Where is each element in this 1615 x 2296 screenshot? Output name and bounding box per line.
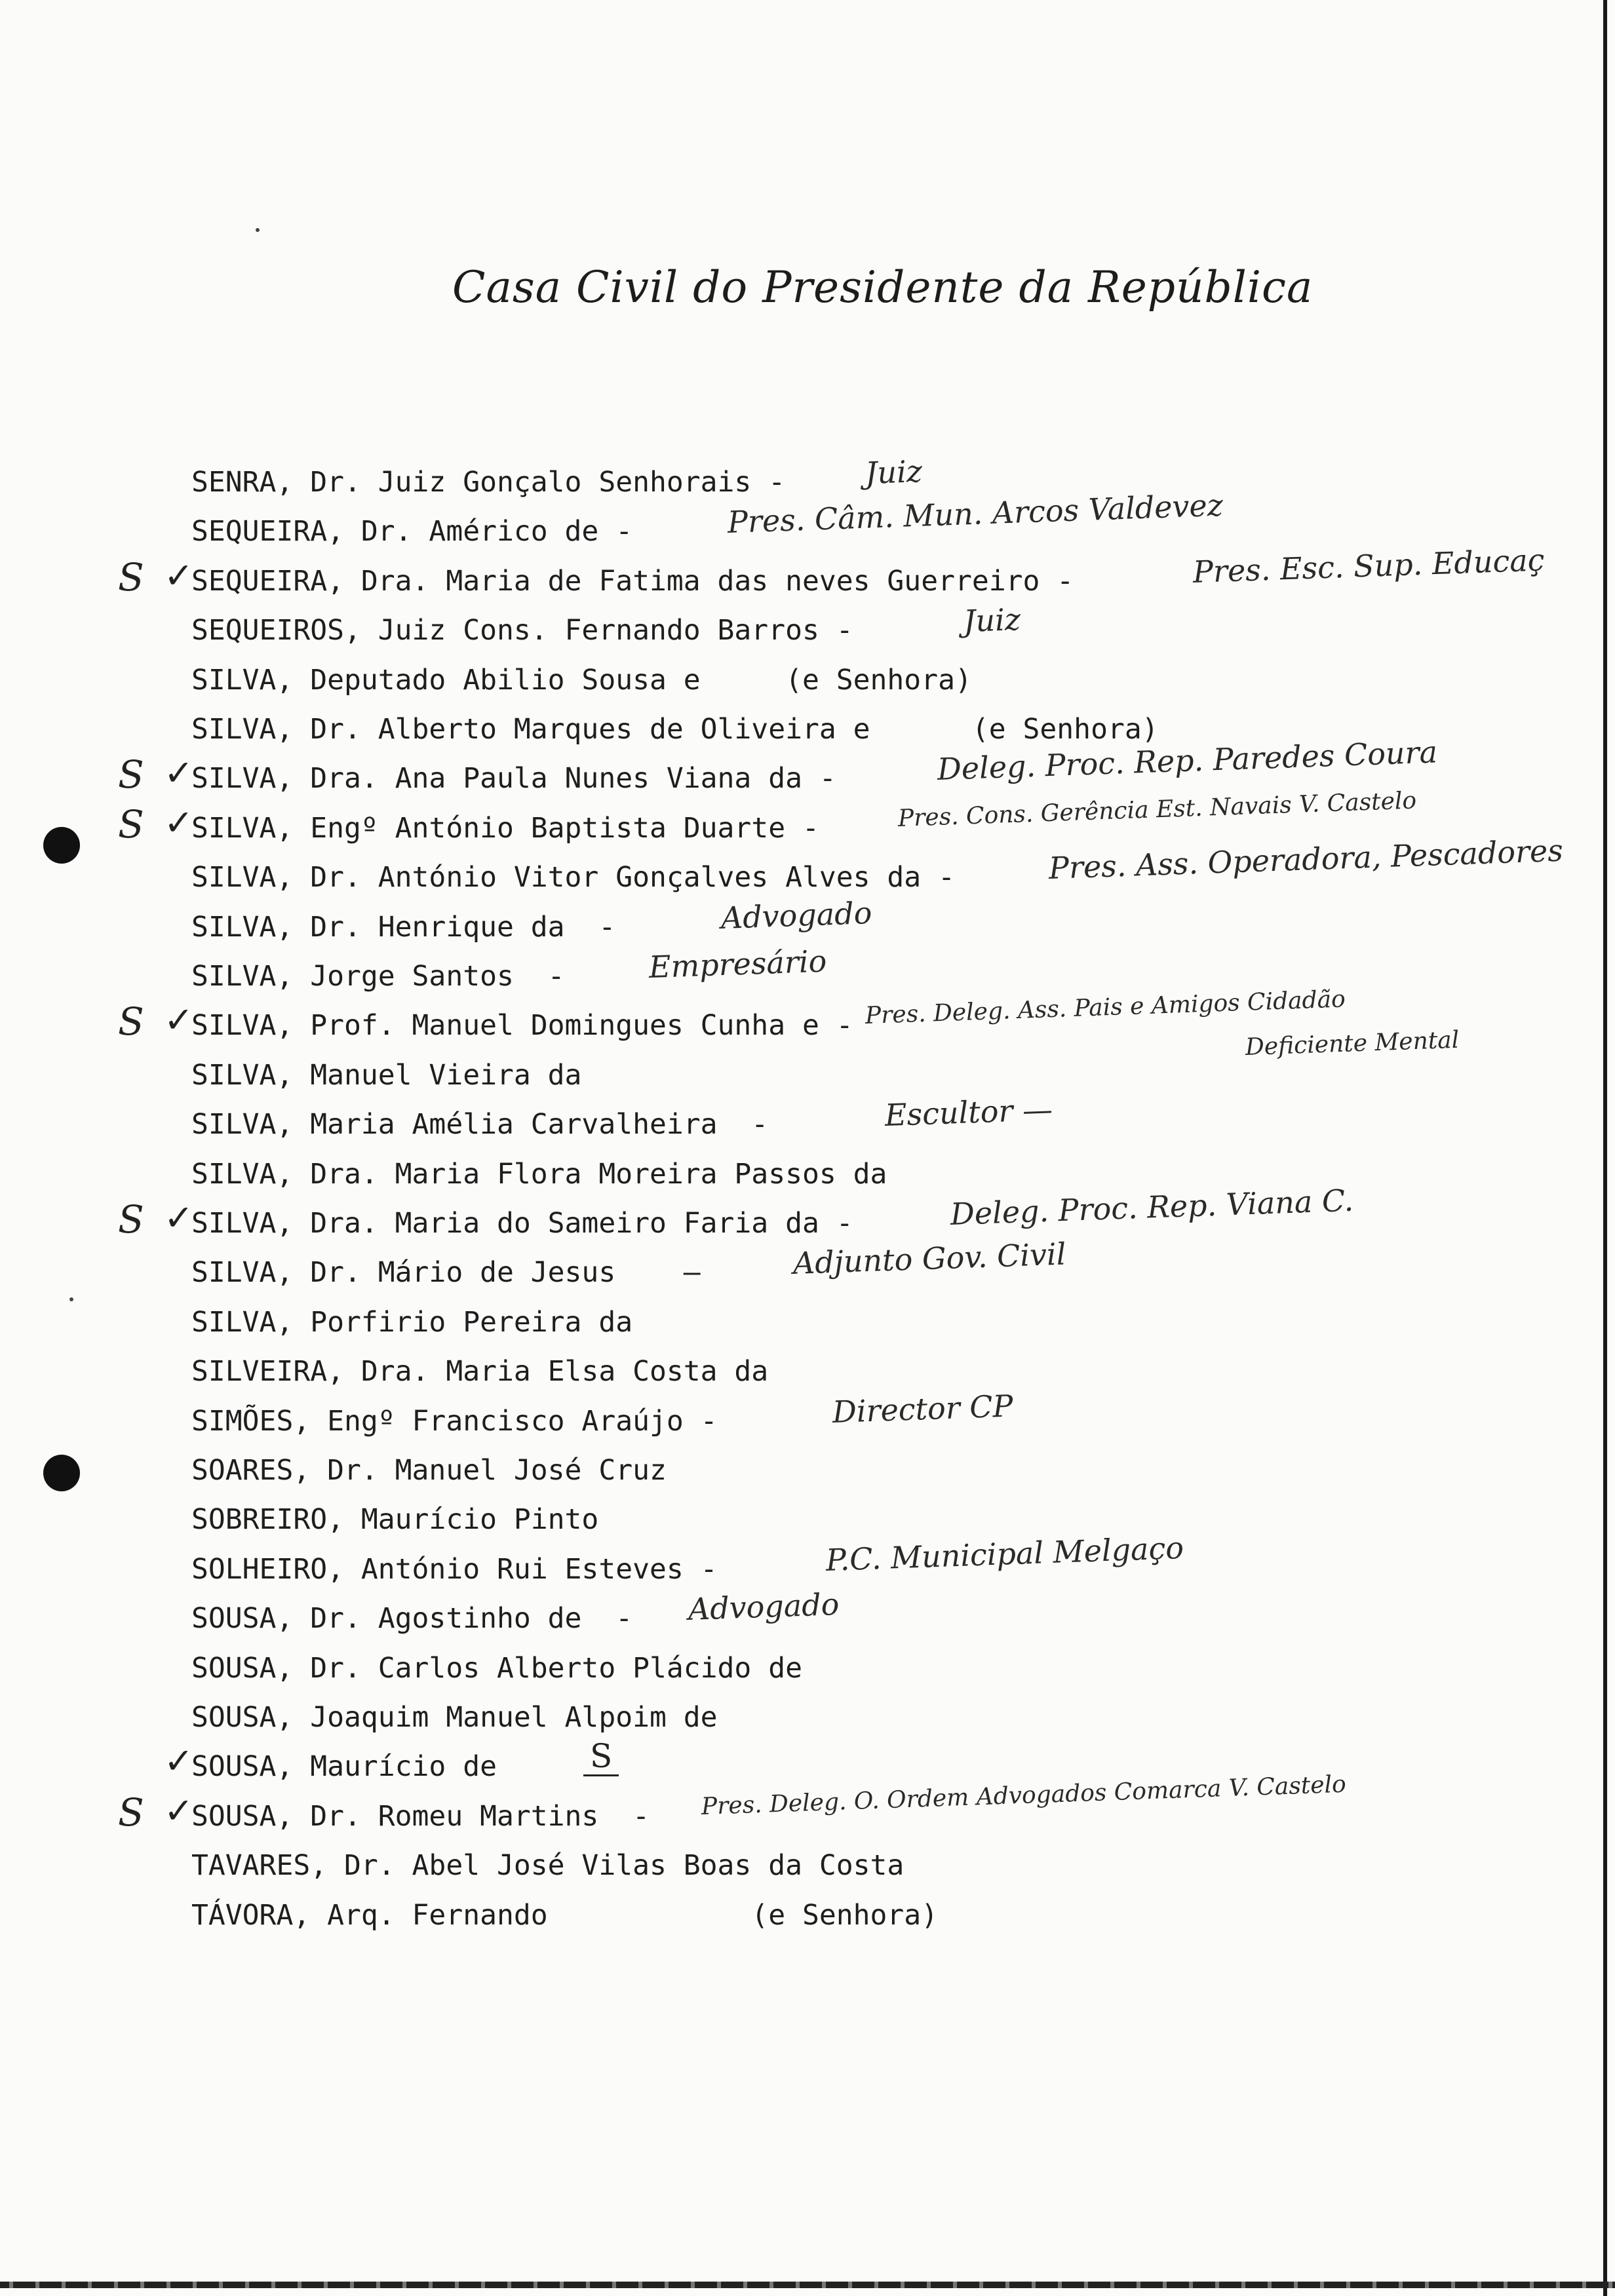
handwritten-note: Pres. Deleg. Ass. Pais e Amigos Cidadão [865, 985, 1346, 1029]
list-row [0, 1236, 1615, 1303]
scan-edge-bottom [0, 2282, 1615, 2288]
typed-entry: SOARES, Dr. Manuel José Cruz [191, 1454, 667, 1487]
list-row [0, 1451, 1615, 1501]
list-row [0, 1500, 1615, 1550]
handwritten-note: Advogado [720, 894, 873, 936]
typed-entry: SILVEIRA, Dra. Maria Elsa Costa da [191, 1355, 769, 1388]
list-row [0, 1352, 1615, 1402]
handwritten-note: Director CP [832, 1388, 1014, 1430]
typed-entry: TAVARES, Dr. Abel José Vilas Boas da Costa [191, 1849, 905, 1882]
list-row [0, 1698, 1615, 1748]
handwritten-s-mark: S [118, 999, 144, 1044]
list-row [0, 542, 1615, 611]
list-row [0, 601, 1615, 660]
list-row [0, 943, 1615, 1006]
handwritten-note: P.C. Municipal Melgaço [825, 1529, 1184, 1578]
typed-entry: SILVA, Dra. Maria do Sameiro Faria da - [191, 1207, 853, 1240]
typed-entry: SILVA, Dr. Alberto Marques de Oliveira e (e Senhora) [191, 713, 1159, 746]
handwritten-underlined-s: S [583, 1738, 619, 1776]
typed-entry: SILVA, Dr. António Vitor Gonçalves Alves da - [191, 861, 955, 894]
handwritten-note: Pres. Deleg. O. Ordem Advogados Comarca V. Castelo [701, 1770, 1347, 1820]
list-row [0, 985, 1615, 1061]
handwritten-s-mark: S [118, 1790, 144, 1835]
typed-entry: SIMÕES, Engº Francisco Araújo - [191, 1405, 718, 1438]
typed-entry: SILVA, Porfirio Pereira da [191, 1306, 633, 1339]
handwritten-note: Deleg. Proc. Rep. Paredes Coura [937, 734, 1438, 787]
checkmark-icon: ✓ [164, 555, 194, 596]
typed-entry: SEQUEIROS, Juiz Cons. Fernando Barros - [191, 614, 853, 647]
handwritten-note: Pres. Câm. Mun. Arcos Valdevez [727, 487, 1224, 540]
typed-entry: TÁVORA, Arq. Fernando (e Senhora) [191, 1899, 939, 1932]
handwritten-note: Juiz [865, 453, 923, 491]
typed-entry: SILVA, Prof. Manuel Domingues Cunha e - [191, 1009, 853, 1042]
letterhead: Casa Civil do Presidente da República [452, 262, 1313, 313]
handwritten-s-mark: S [118, 1197, 144, 1242]
handwritten-note: Adjunto Gov. Civil [792, 1236, 1067, 1281]
checkmark-icon: ✓ [164, 999, 194, 1041]
typed-entry: SOUSA, Dr. Carlos Alberto Plácido de [191, 1652, 802, 1685]
typed-entry: SOBREIRO, Maurício Pinto [191, 1503, 599, 1536]
handwritten-note: Deleg. Proc. Rep. Viana C. [950, 1182, 1354, 1232]
typed-entry: SILVA, Deputado Abilio Sousa e (e Senhora) [191, 664, 972, 697]
typed-entry: SOLHEIRO, António Rui Esteves - [191, 1553, 718, 1586]
typed-entry: SILVA, Jorge Santos - [191, 960, 565, 993]
typed-entry: SILVA, Dr. Henrique da - [191, 911, 616, 944]
typed-entry: SILVA, Maria Amélia Carvalheira - [191, 1108, 769, 1141]
handwritten-note: Advogado [688, 1586, 840, 1627]
handwritten-note-line2: Deficiente Mental [1245, 1026, 1460, 1061]
handwritten-s-mark: S [118, 802, 144, 847]
checkmark-icon: ✓ [164, 1740, 194, 1782]
list-row [0, 1056, 1615, 1105]
typed-entry: SILVA, Dr. Mário de Jesus — [191, 1256, 701, 1289]
typed-entry: SEQUEIRA, Dr. Américo de - [191, 515, 633, 548]
checkmark-icon: ✓ [164, 1790, 194, 1831]
list-row [0, 1846, 1615, 1896]
checkmark-icon: ✓ [164, 752, 194, 794]
list-row [0, 1388, 1615, 1451]
speck [256, 228, 260, 232]
typed-entry: SEQUEIRA, Dra. Maria de Fatima das neves Guerreiro - [191, 565, 1074, 598]
handwritten-note: Empresário [648, 943, 828, 985]
list-row [0, 1155, 1615, 1204]
checkmark-icon: ✓ [164, 1197, 194, 1238]
list-row [0, 660, 1615, 710]
handwritten-note: Pres. Cons. Gerência Est. Navais V. Castelo [897, 787, 1417, 832]
typed-entry: SOUSA, Dr. Romeu Martins - [191, 1800, 650, 1833]
list-row [0, 1649, 1615, 1698]
handwritten-note: Pres. Ass. Operadora, Pescadores [1048, 832, 1564, 886]
typed-entry: SILVA, Dra. Ana Paula Nunes Viana da - [191, 762, 836, 795]
typed-entry: SOUSA, Dr. Agostinho de - [191, 1602, 633, 1635]
typed-entry: SILVA, Manuel Vieira da [191, 1059, 582, 1092]
typed-entry: SOUSA, Joaquim Manuel Alpoim de [191, 1701, 718, 1734]
list-row [0, 1586, 1615, 1649]
handwritten-note: Pres. Esc. Sup. Educaç [1192, 542, 1546, 590]
list-row [0, 1770, 1615, 1846]
typed-entry: SENRA, Dr. Juiz Gonçalo Senhorais - [191, 466, 786, 499]
handwritten-note: Escultor — [884, 1092, 1053, 1133]
handwritten-note: Juiz [963, 601, 1021, 639]
typed-entry: SILVA, Engº António Baptista Duarte - [191, 812, 819, 845]
handwritten-s-mark: S [118, 752, 144, 797]
list-row [0, 1896, 1615, 1945]
list-row [0, 1303, 1615, 1352]
checkmark-icon: ✓ [164, 802, 194, 843]
typed-entry: SOUSA, Maurício de [191, 1750, 497, 1783]
typed-entry: SILVA, Dra. Maria Flora Moreira Passos da [191, 1158, 887, 1191]
handwritten-s-mark: S [118, 555, 144, 600]
list-row [0, 1092, 1615, 1155]
